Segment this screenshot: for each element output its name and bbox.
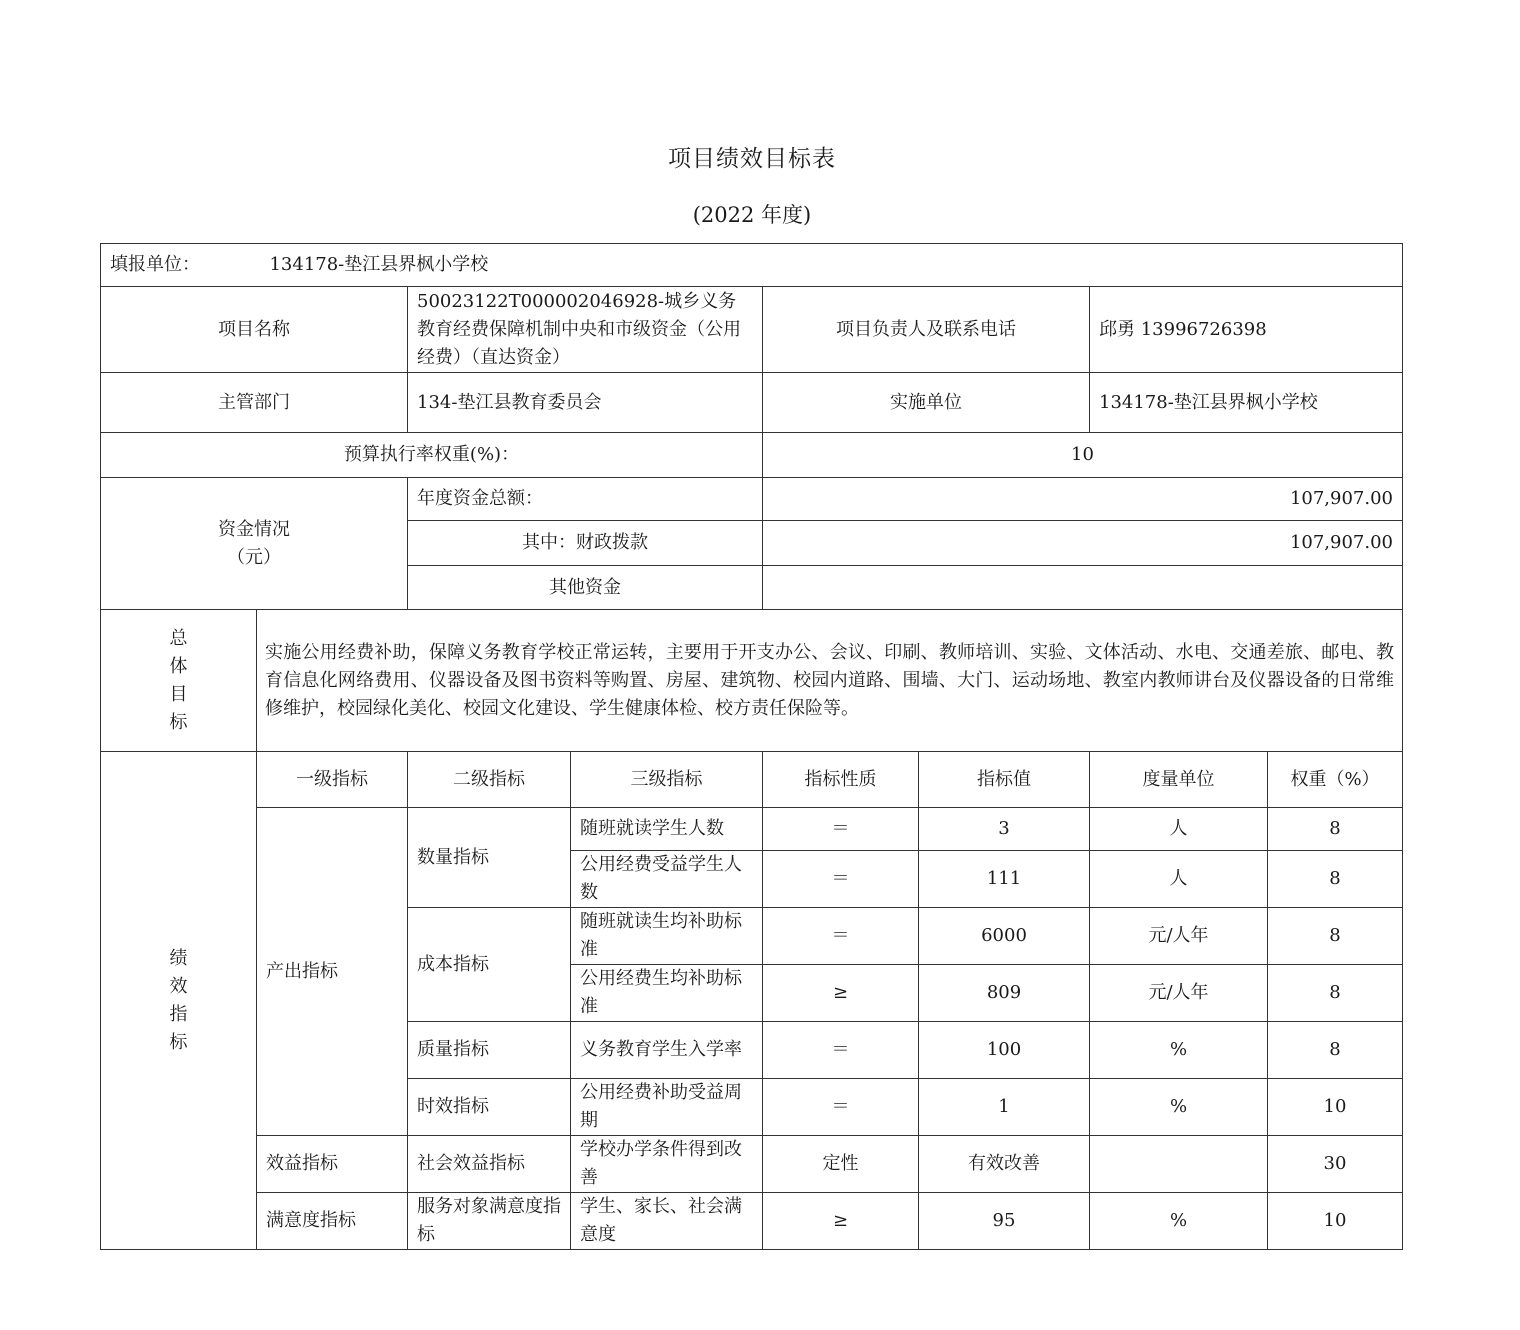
indicator-value: 100 — [919, 1022, 1090, 1079]
overall-goal-label-char: 总 — [169, 627, 188, 649]
overall-goal-label-char: 体 — [169, 655, 188, 677]
level1-benefit: 效益指标 — [257, 1136, 408, 1193]
fill-unit-row — [101, 244, 1403, 287]
department-label: 主管部门 — [101, 373, 408, 433]
indicator-name: 公用经费生均补助标准 — [571, 965, 763, 1022]
funds-label-line1: 资金情况 — [218, 518, 290, 540]
indicator-weight: 8 — [1268, 908, 1403, 965]
header-nature: 指标性质 — [763, 752, 919, 808]
funds-total-label: 年度资金总额： — [408, 478, 763, 521]
indicator-unit — [1090, 1136, 1268, 1193]
project-leader-value: 邱勇 13996726398 — [1090, 287, 1403, 373]
indicator-weight: 8 — [1268, 808, 1403, 851]
indicator-nature: ≥ — [763, 965, 919, 1022]
indicators-label — [101, 752, 257, 1250]
level2-social: 社会效益指标 — [408, 1136, 571, 1193]
indicator-weight: 8 — [1268, 851, 1403, 908]
indicator-row — [101, 1136, 1403, 1193]
indicator-weight: 8 — [1268, 965, 1403, 1022]
header-level3: 三级指标 — [571, 752, 763, 808]
indicator-name: 随班就读生均补助标准 — [571, 908, 763, 965]
department-value: 134-垫江县教育委员会 — [408, 373, 763, 433]
indicators-label-char: 标 — [169, 1031, 188, 1053]
indicator-value: 3 — [919, 808, 1090, 851]
indicator-nature: ＝ — [763, 851, 919, 908]
header-level2: 二级指标 — [408, 752, 571, 808]
level1-satisfaction: 满意度指标 — [257, 1193, 408, 1250]
indicator-value: 111 — [919, 851, 1090, 908]
indicator-nature: ＝ — [763, 908, 919, 965]
indicator-value: 有效改善 — [919, 1136, 1090, 1193]
indicator-unit: 元/人年 — [1090, 908, 1268, 965]
indicator-value: 95 — [919, 1193, 1090, 1250]
page-title: 项目绩效目标表 — [668, 146, 836, 172]
funds-label-line2: （元） — [227, 546, 281, 568]
indicator-nature: ＝ — [763, 1079, 919, 1136]
indicator-weight: 30 — [1268, 1136, 1403, 1193]
fill-unit-label: 填报单位： — [110, 254, 200, 275]
header-weight: 权重（%） — [1268, 752, 1403, 808]
indicator-name: 义务教育学生入学率 — [571, 1022, 763, 1079]
project-name-label: 项目名称 — [101, 287, 408, 373]
funds-other-label: 其他资金 — [408, 566, 763, 610]
overall-goal-label — [101, 610, 257, 752]
overall-goal-row — [101, 610, 1403, 752]
funds-total-value: 107,907.00 — [763, 478, 1403, 521]
level2-quantity: 数量指标 — [408, 808, 571, 908]
indicator-name: 公用经费补助受益周期 — [571, 1079, 763, 1136]
indicator-name: 学校办学条件得到改善 — [571, 1136, 763, 1193]
project-name-row — [101, 287, 1403, 373]
indicator-value: 809 — [919, 965, 1090, 1022]
indicators-label-char: 指 — [169, 1003, 188, 1025]
implementing-unit-label: 实施单位 — [763, 373, 1090, 433]
indicator-weight: 8 — [1268, 1022, 1403, 1079]
funds-other-value — [763, 566, 1403, 610]
project-name-value: 50023122T000002046928-城乡义务教育经费保障机制中央和市级资金（公用经费）（直达资金） — [408, 287, 763, 373]
project-leader-label: 项目负责人及联系电话 — [763, 287, 1090, 373]
indicator-row — [101, 808, 1403, 851]
funds-total-row — [101, 478, 1403, 521]
level2-cost: 成本指标 — [408, 908, 571, 1022]
indicator-nature: ＝ — [763, 1022, 919, 1079]
implementing-unit-value: 134178-垫江县界枫小学校 — [1090, 373, 1403, 433]
page-subtitle: (2022 年度) — [692, 203, 812, 227]
budget-weight-label: 预算执行率权重(%)： — [101, 433, 763, 478]
indicator-value: 6000 — [919, 908, 1090, 965]
indicator-nature: ≥ — [763, 1193, 919, 1250]
indicator-name: 学生、家长、社会满意度 — [571, 1193, 763, 1250]
indicator-weight: 10 — [1268, 1079, 1403, 1136]
indicator-row — [101, 1193, 1403, 1250]
header-unit: 度量单位 — [1090, 752, 1268, 808]
level2-service: 服务对象满意度指标 — [408, 1193, 571, 1250]
indicators-label-char: 效 — [169, 975, 188, 997]
indicator-header-row — [101, 752, 1403, 808]
indicator-value: 1 — [919, 1079, 1090, 1136]
header-value: 指标值 — [919, 752, 1090, 808]
indicator-name: 公用经费受益学生人数 — [571, 851, 763, 908]
indicator-unit: 元/人年 — [1090, 965, 1268, 1022]
indicator-unit: % — [1090, 1079, 1268, 1136]
funds-fiscal-value: 107,907.00 — [763, 521, 1403, 566]
department-row — [101, 373, 1403, 433]
indicator-weight: 10 — [1268, 1193, 1403, 1250]
overall-goal-label-char: 标 — [169, 711, 188, 733]
indicator-name: 随班就读学生人数 — [571, 808, 763, 851]
indicator-unit: 人 — [1090, 808, 1268, 851]
header-level1: 一级指标 — [257, 752, 408, 808]
indicator-nature: ＝ — [763, 808, 919, 851]
level1-output: 产出指标 — [257, 808, 408, 1136]
indicator-unit: % — [1090, 1022, 1268, 1079]
overall-goal-label-char: 目 — [169, 683, 188, 705]
level2-quality: 质量指标 — [408, 1022, 571, 1079]
indicators-label-char: 绩 — [169, 947, 188, 969]
indicator-unit: % — [1090, 1193, 1268, 1250]
performance-target-table — [100, 243, 1403, 1250]
overall-goal-text: 实施公用经费补助，保障义务教育学校正常运转，主要用于开支办公、会议、印刷、教师培训、实验、文体活动、水电、交通差旅、邮电、教育信息化网络费用、仪器设备及图书资料等购置、房屋、建筑物、校园内道路、围墙、大门、运动场地、教室内教师讲台及仪器设备的日常维修维护，校园绿化美化、校园文化建设、学生健康体检、校方责任保险等。 — [257, 610, 1403, 752]
indicator-nature: 定性 — [763, 1136, 919, 1193]
funds-fiscal-label: 其中：财政拨款 — [408, 521, 763, 566]
budget-weight-row — [101, 433, 1403, 478]
funds-label — [101, 478, 408, 610]
fill-unit-value: 134178-垫江县界枫小学校 — [269, 254, 489, 275]
budget-weight-value: 10 — [763, 433, 1403, 478]
indicator-unit: 人 — [1090, 851, 1268, 908]
level2-timeliness: 时效指标 — [408, 1079, 571, 1136]
